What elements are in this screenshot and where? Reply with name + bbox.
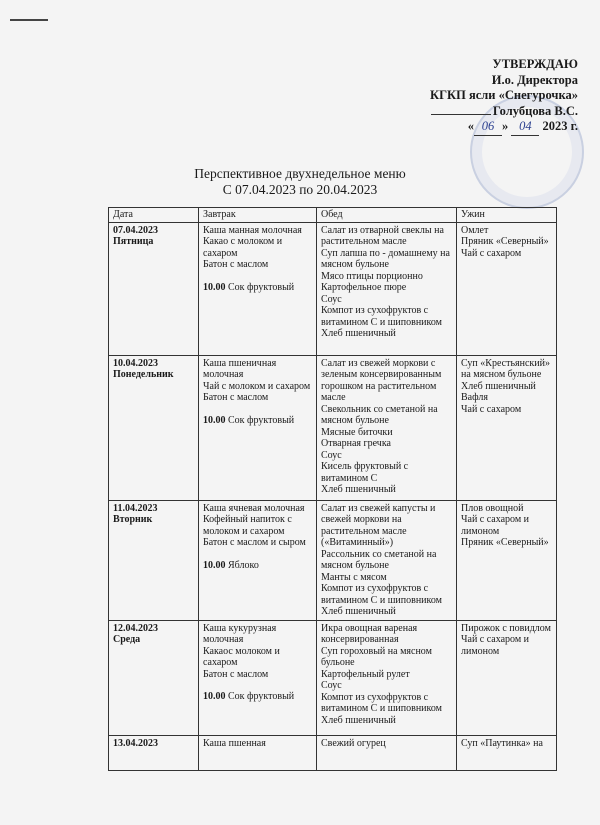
date-year: 2023 г. (542, 119, 578, 133)
spacer (203, 680, 312, 691)
dinner-dish: Плов овощной (461, 502, 524, 514)
lunch-dish: Компот из сухофруктов с витамином С и шиповником (321, 583, 443, 606)
breakfast-dish: Кофейный напиток с молоком и сахаром (203, 514, 292, 537)
breakfast-dish: Какаос молоком и сахаром (203, 645, 280, 668)
lunch-cell (317, 222, 457, 355)
scan-mark (10, 19, 48, 21)
fruit-name: Яблоко (228, 559, 259, 571)
lunch-dish: Отварная гречка (321, 438, 391, 449)
lunch-dish: Икра овощная вареная консервированная (321, 622, 418, 645)
fruit-amount: 10.00 (203, 559, 226, 571)
dinner-dish: Пряник «Северный» (461, 537, 549, 548)
lunch-dish: Соус (321, 449, 342, 461)
menu-table (108, 207, 557, 771)
fruit-line (203, 282, 312, 294)
dinner-cell (457, 222, 557, 355)
dinner-dish: Суп «Паутинка» на (461, 737, 543, 749)
date-value: 11.04.2023 (113, 502, 158, 514)
dinner-dish: Чай с сахаром (461, 403, 522, 415)
lunch-dish: Компот из сухофруктов с витамином С и шиповником (321, 305, 443, 328)
table-row (109, 355, 557, 500)
fruit-line (203, 415, 312, 427)
breakfast-dish: Батон с маслом (203, 259, 269, 270)
fruit-line (203, 560, 312, 572)
breakfast-dish: Батон с маслом (203, 668, 269, 680)
day-name: Понедельник (113, 369, 174, 380)
breakfast-cell (199, 735, 317, 770)
fruit-amount: 10.00 (203, 691, 226, 702)
date-value: 07.04.2023 (113, 224, 158, 236)
date-cell (109, 355, 199, 500)
approval-title: УТВЕРЖДАЮ (492, 57, 578, 71)
table-row (109, 620, 557, 735)
date-quote-open: « (467, 119, 474, 133)
breakfast-dish: Каша ячневая молочная (203, 502, 305, 514)
lunch-dish: Компот из сухофруктов с витамином С и шиповником (321, 691, 443, 714)
menu-title (0, 166, 600, 198)
breakfast-dish: Каша пшенная (203, 737, 266, 749)
date-cell (109, 735, 199, 770)
breakfast-dish: Какао с молоком и сахаром (203, 236, 283, 259)
dinner-cell (457, 735, 557, 770)
lunch-cell (317, 735, 457, 770)
dinner-dish: Пирожок с повидлом (461, 622, 551, 634)
lunch-dish: Свекольник со сметаной на мясном бульоне (321, 403, 438, 426)
lunch-dish: Суп гороховый на мясном бульоне (321, 645, 432, 668)
dinner-cell (457, 500, 557, 620)
breakfast-cell (199, 620, 317, 735)
lunch-cell (317, 355, 457, 500)
lunch-dish: Салат из свежей капусты и свежей моркови на растительном масле («Витаминный») (321, 502, 436, 548)
lunch-dish: Соус (321, 680, 342, 691)
lunch-dish: Салат из отварной свеклы на растительном масле (321, 224, 444, 247)
fruit-name: Сок фруктовый (228, 414, 295, 426)
menu-title-line2: С 07.04.2023 по 20.04.2023 (222, 182, 378, 197)
dinner-dish: Омлет (461, 224, 489, 236)
date-day: 06 (474, 119, 502, 136)
header-dinner: Ужин (457, 208, 557, 223)
breakfast-cell (199, 500, 317, 620)
breakfast-dish: Батон с маслом (203, 392, 269, 403)
date-month: 04 (511, 119, 539, 136)
dinner-dish: Хлеб пшеничный (461, 380, 536, 392)
approval-position: И.о. Директора (491, 72, 578, 87)
breakfast-dish: Каша манная молочная (203, 224, 302, 236)
dinner-dish: Чай с сахаром и лимоном (461, 634, 530, 657)
lunch-dish: Хлеб пшеничный (321, 606, 396, 617)
approval-date (378, 119, 578, 136)
lunch-dish: Соус (321, 293, 342, 305)
dinner-dish: Чай с сахаром (461, 247, 522, 259)
day-name: Пятница (113, 236, 154, 247)
breakfast-cell (199, 222, 317, 355)
date-cell (109, 222, 199, 355)
lunch-dish: Хлеб пшеничный (321, 714, 396, 726)
fruit-name: Сок фруктовый (228, 281, 295, 293)
breakfast-dish: Каша пшеничная молочная (203, 357, 277, 380)
approval-org: КГКП ясли «Снегурочка» (430, 88, 578, 102)
spacer (203, 404, 312, 415)
dinner-dish: Суп «Крестьянский» на мясном бульоне (461, 357, 550, 380)
approval-signature-line (378, 104, 578, 120)
approval-name: Голубцова В.С. (492, 103, 578, 118)
date-cell (109, 620, 199, 735)
lunch-dish: Картофельный рулет (321, 668, 410, 680)
lunch-dish: Мясные биточки (321, 426, 393, 438)
date-quote-close: » (501, 119, 509, 133)
dinner-dish: Вафля (461, 392, 488, 403)
fruit-name: Сок фруктовый (228, 691, 295, 702)
lunch-dish: Кисель фруктовый с витамином С (321, 461, 409, 484)
fruit-amount: 10.00 (203, 414, 226, 426)
header-lunch: Обед (317, 208, 457, 223)
spacer (203, 271, 312, 282)
breakfast-dish: Чай с молоком и сахаром (203, 380, 311, 392)
lunch-cell (317, 620, 457, 735)
table-row (109, 500, 557, 620)
lunch-dish: Суп лапша по - домашнему на мясном бульоне (321, 247, 450, 270)
lunch-dish: Салат из свежей моркови с зеленым консервированным горошком на растительном масле (321, 357, 442, 403)
signature-line (431, 105, 491, 115)
approval-block (378, 57, 578, 136)
lunch-dish: Манты с мясом (321, 571, 387, 583)
lunch-cell (317, 500, 457, 620)
lunch-dish: Хлеб пшеничный (321, 328, 396, 339)
day-name: Среда (113, 634, 141, 645)
breakfast-dish: Батон с маслом и сыром (203, 537, 306, 548)
lunch-dish: Свежий огурец (321, 737, 386, 749)
fruit-line (203, 691, 312, 703)
dinner-cell (457, 355, 557, 500)
dinner-dish: Пряник «Северный» (461, 236, 549, 247)
breakfast-cell (199, 355, 317, 500)
lunch-dish: Мясо птицы порционно (321, 270, 423, 282)
date-value: 12.04.2023 (113, 622, 158, 634)
lunch-dish: Рассольник со сметаной на мясном бульоне (321, 548, 437, 571)
dinner-dish: Чай с сахаром и лимоном (461, 514, 530, 537)
table-row (109, 735, 557, 770)
date-value: 13.04.2023 (113, 737, 158, 749)
dinner-cell (457, 620, 557, 735)
date-cell (109, 500, 199, 620)
date-value: 10.04.2023 (113, 357, 158, 369)
day-name: Вторник (113, 514, 153, 525)
spacer (203, 549, 312, 560)
menu-title-line1: Перспективное двухнедельное меню (194, 166, 406, 181)
header-breakfast: Завтрак (199, 208, 317, 223)
header-date: Дата (109, 208, 199, 223)
lunch-dish: Картофельное пюре (321, 282, 407, 293)
table-row (109, 222, 557, 355)
lunch-dish: Хлеб пшеничный (321, 484, 396, 495)
table-header-row (109, 208, 557, 223)
fruit-amount: 10.00 (203, 281, 226, 293)
breakfast-dish: Каша кукурузная молочная (203, 622, 277, 645)
